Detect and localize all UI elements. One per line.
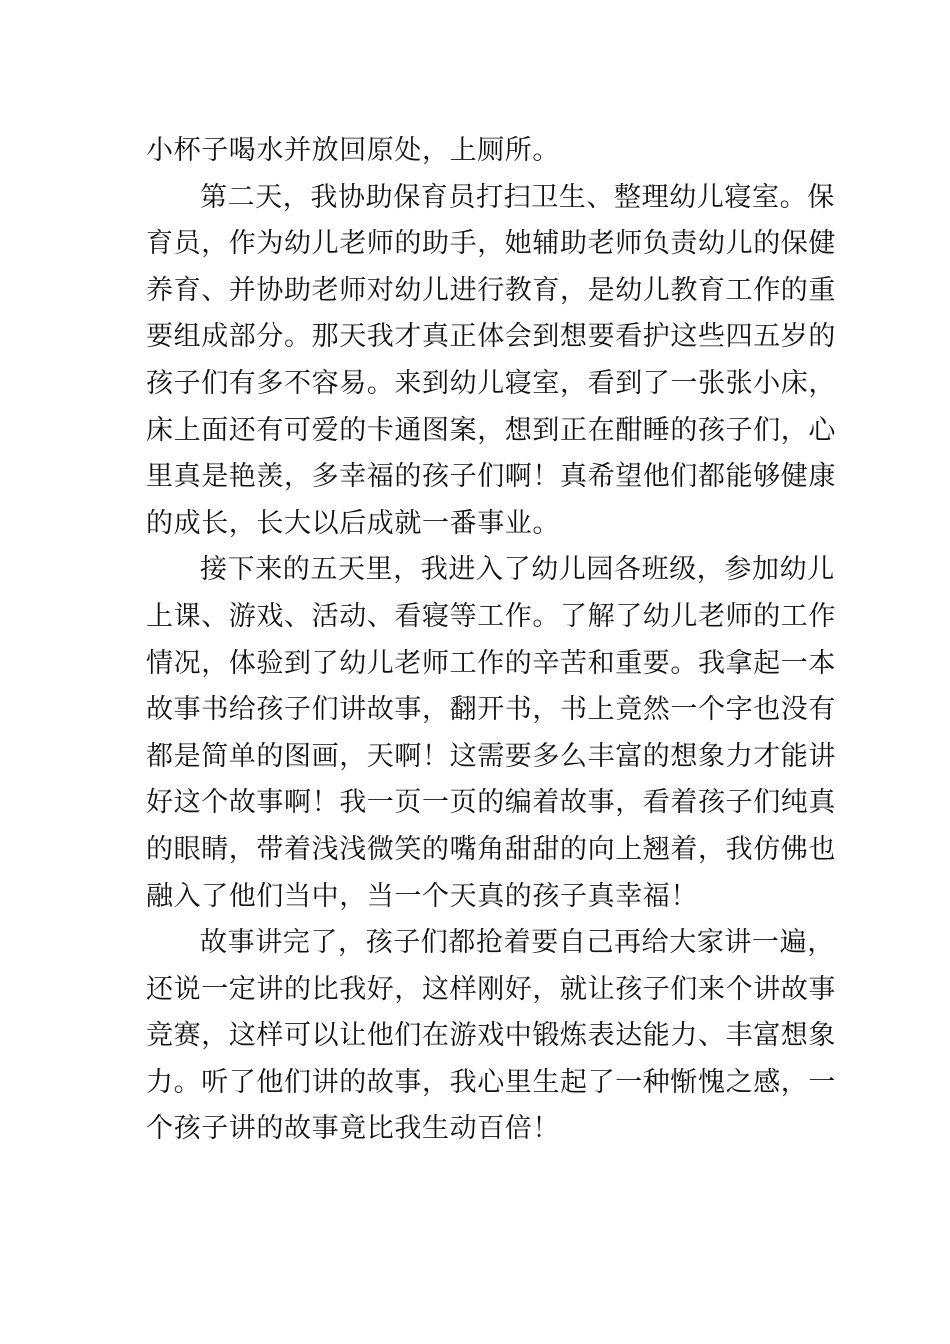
text-line: 的成长，长大以后成就一番事业。 xyxy=(146,507,560,539)
text-line: 好这个故事啊！我一页一页的编着故事，看着孩子们纯真 xyxy=(146,787,836,819)
text-line: 的眼睛，带着浅浅微笑的嘴角甜甜的向上翘着，我仿佛也 xyxy=(146,833,836,865)
text-line: 力。听了他们讲的故事，我心里生起了一种惭愧之感，一 xyxy=(146,1066,836,1098)
paragraph xyxy=(146,920,836,1153)
text-line: 故事讲完了，孩子们都抢着要自己再给大家讲一遍， xyxy=(200,927,835,959)
paragraph xyxy=(146,128,806,175)
text-line: 情况，体验到了幼儿老师工作的辛苦和重要。我拿起一本 xyxy=(146,647,836,679)
text-line: 竞赛，这样可以让他们在游戏中锻炼表达能力、丰富想象 xyxy=(146,1020,836,1052)
body-text xyxy=(146,128,836,1153)
text-line: 接下来的五天里，我进入了幼儿园各班级，参加幼儿 xyxy=(200,554,835,586)
text-line: 小杯子喝水并放回原处，上厕所。 xyxy=(146,135,560,166)
text-line: 还说一定讲的比我好，这样刚好，就让孩子们来个讲故事 xyxy=(146,973,836,1005)
text-line: 上课、游戏、活动、看寝等工作。了解了幼儿老师的工作 xyxy=(146,600,836,632)
paragraph xyxy=(146,547,836,920)
text-line: 育员，作为幼儿老师的助手，她辅助老师负责幼儿的保健 xyxy=(146,228,836,260)
text-line: 融入了他们当中，当一个天真的孩子真幸福！ xyxy=(146,880,698,912)
text-line: 养育、并协助老师对幼儿进行教育，是幼儿教育工作的重 xyxy=(146,274,836,306)
text-line: 都是简单的图画，天啊！这需要多么丰富的想象力才能讲 xyxy=(146,740,836,772)
paragraph xyxy=(146,175,836,548)
text-line: 里真是艳羡，多幸福的孩子们啊！真希望他们都能够健康 xyxy=(146,461,836,493)
text-line: 第二天，我协助保育员打扫卫生、整理幼儿寝室。保 xyxy=(200,181,835,213)
text-line: 床上面还有可爱的卡通图案，想到正在酣睡的孩子们，心 xyxy=(146,414,836,446)
text-line: 要组成部分。那天我才真正体会到想要看护这些四五岁的 xyxy=(146,321,836,353)
text-line: 个孩子讲的故事竟比我生动百倍！ xyxy=(146,1113,560,1145)
text-line: 故事书给孩子们讲故事，翻开书，书上竟然一个字也没有 xyxy=(146,694,836,726)
text-line: 孩子们有多不容易。来到幼儿寝室，看到了一张张小床， xyxy=(146,367,836,399)
